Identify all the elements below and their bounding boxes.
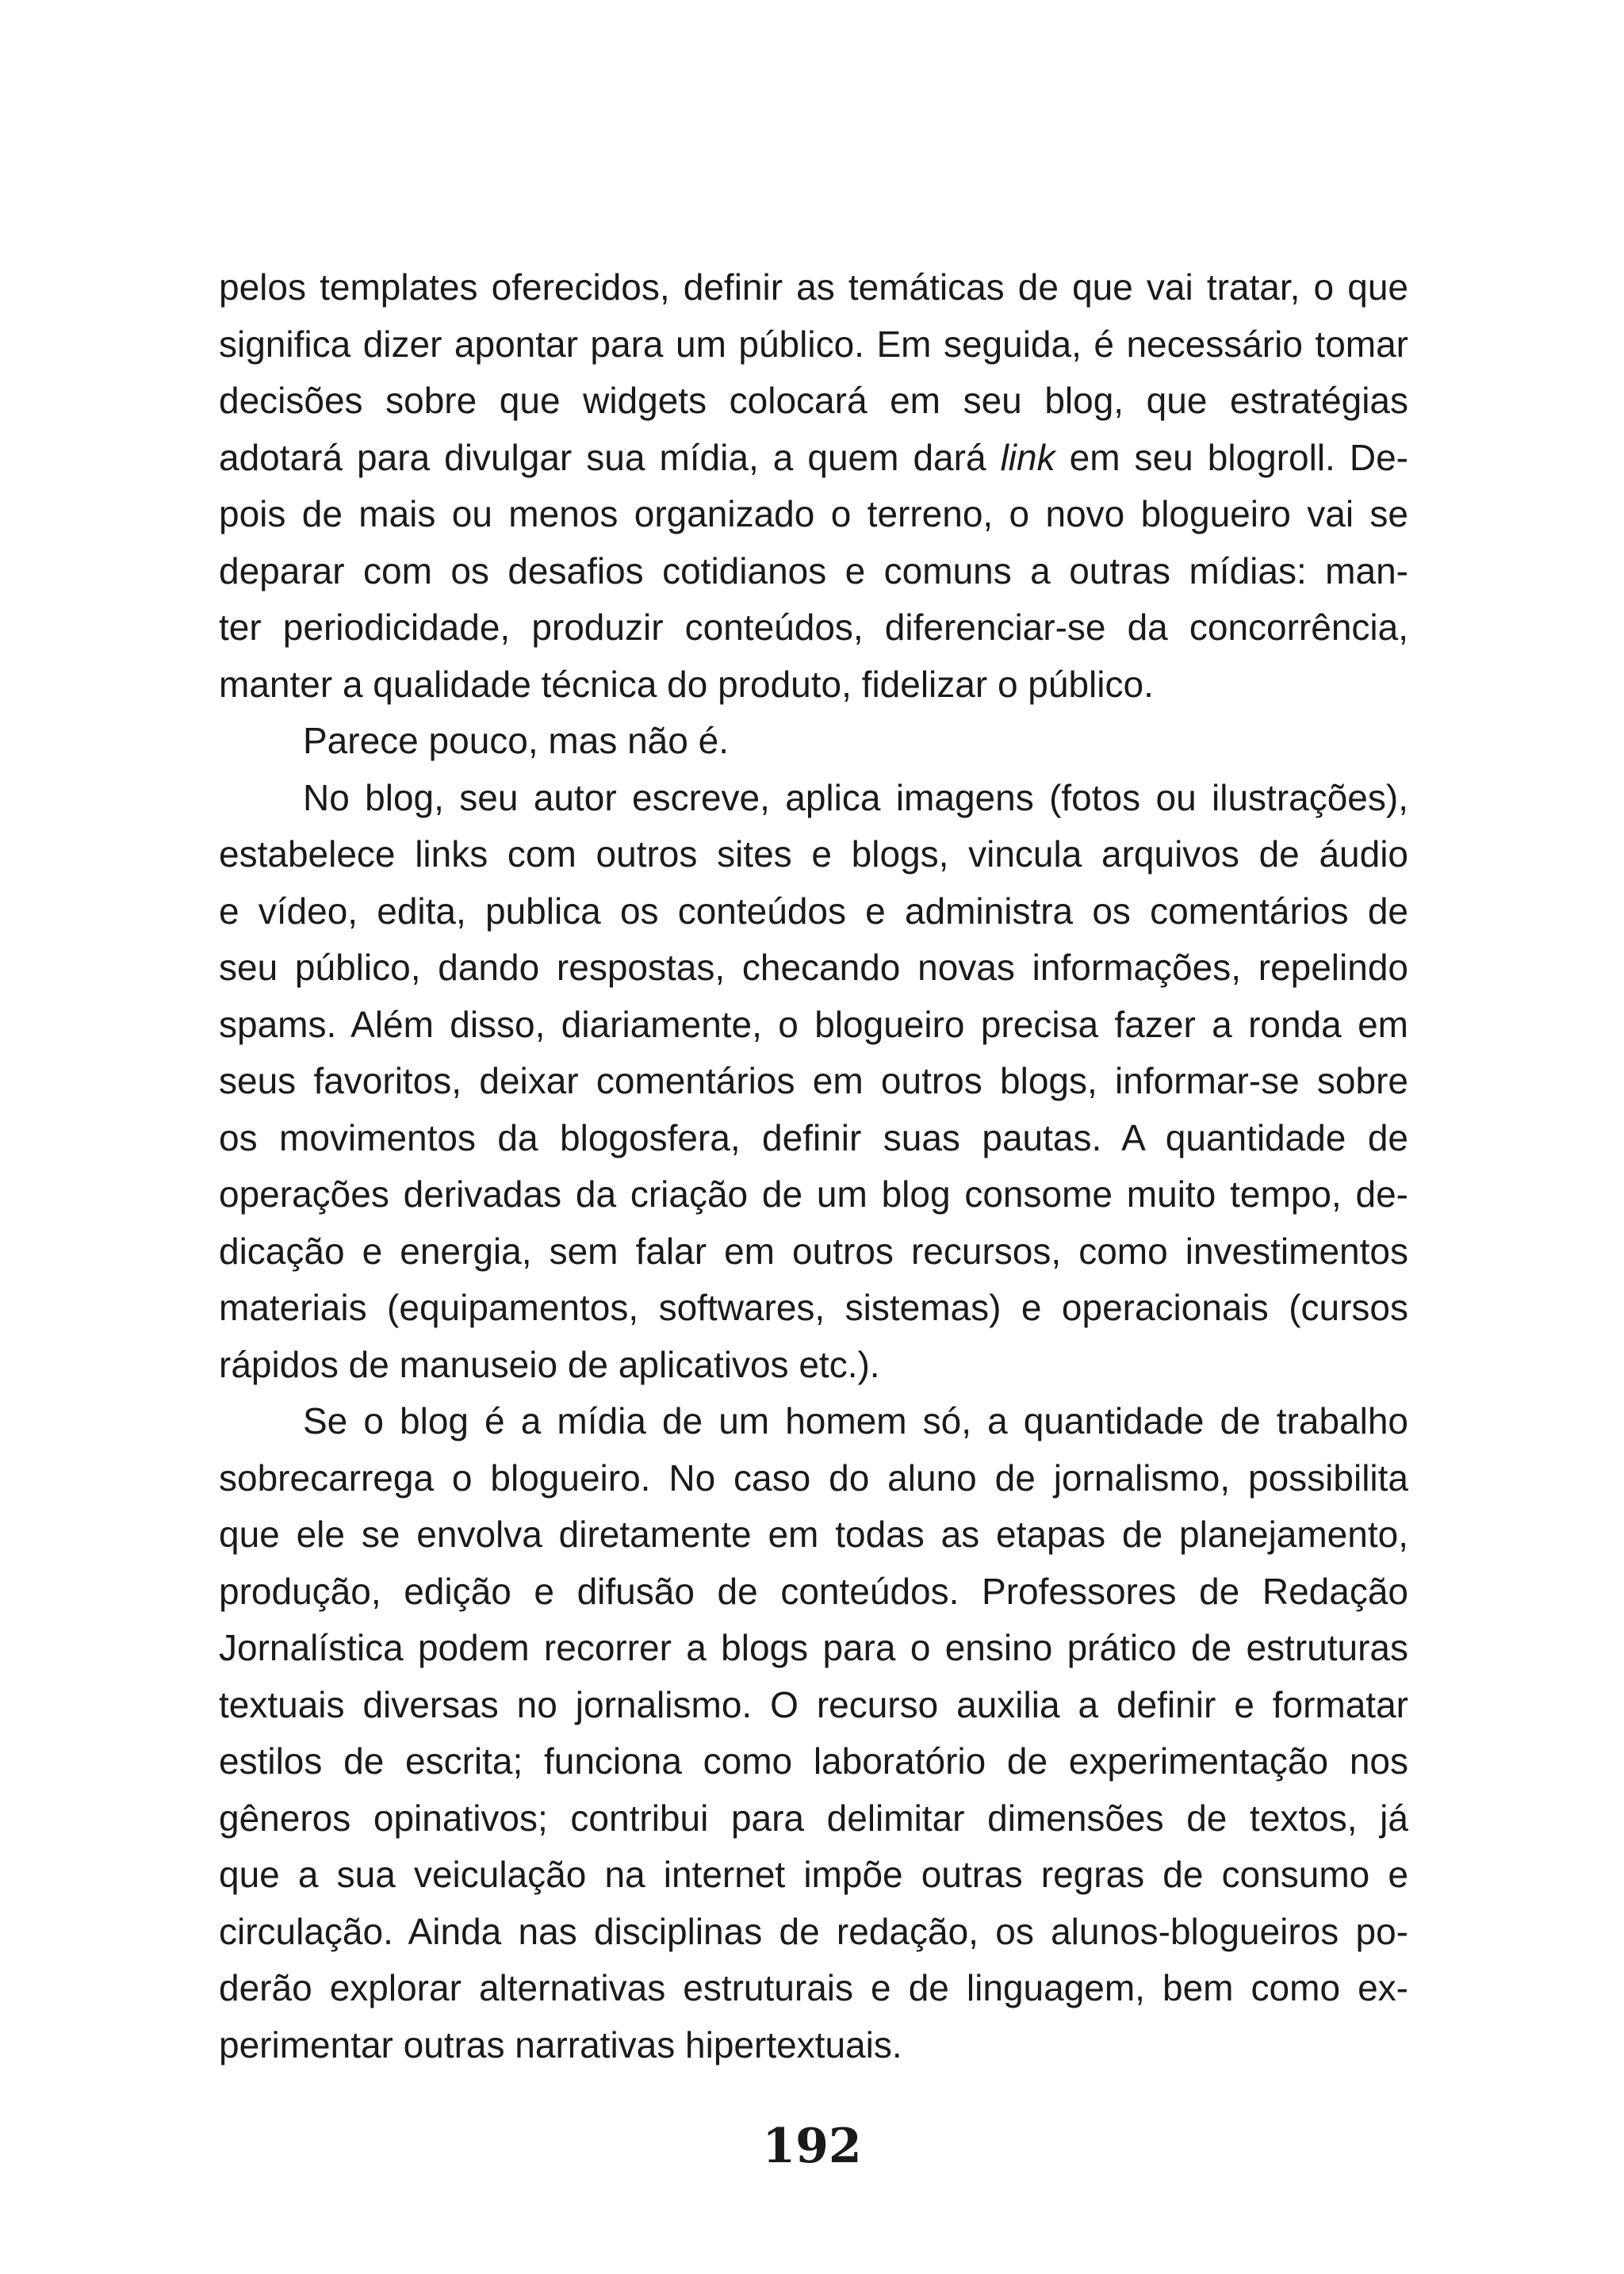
- text-line: estabelece links com outros sites e blogs, vincula arquivos de áudio: [219, 833, 1408, 875]
- text-line: decisões sobre que widgets colocará em seu blog, que estratégias: [219, 380, 1408, 421]
- text-line: circulação. Ainda nas disciplinas de redação, os alunos-blogueiros po-: [219, 1910, 1408, 1952]
- text-line: rápidos de manuseio de aplicativos etc.).: [219, 1343, 880, 1385]
- text-line: sobrecarrega o blogueiro. No caso do aluno de jornalismo, possibilita: [219, 1457, 1408, 1499]
- text-line: significa dizer apontar para um público. Em seguida, é necessário tomar: [219, 323, 1408, 365]
- text-line: Se o blog é a mídia de um homem só, a quantidade de trabalho: [303, 1400, 1408, 1441]
- text-line: Jornalística podem recorrer a blogs para o ensino prático de estruturas: [219, 1627, 1408, 1668]
- body-text: [219, 259, 1408, 2073]
- text-line: os movimentos da blogosfera, definir suas pautas. A quantidade de: [219, 1116, 1408, 1158]
- text-line: derão explorar alternativas estruturais e de linguagem, bem como ex-: [219, 1967, 1408, 2008]
- text-line: [219, 430, 1408, 487]
- page-number: 192: [762, 2119, 862, 2174]
- text-line: spams. Além disso, diariamente, o blogueiro precisa fazer a ronda em: [219, 1003, 1408, 1045]
- text-line: pois de mais ou menos organizado o terreno, o novo blogueiro vai se: [219, 493, 1408, 534]
- text-line: textuais diversas no jornalismo. O recurso auxilia a definir e formatar: [219, 1683, 1408, 1725]
- text-line: seus favoritos, deixar comentários em outros blogs, informar-se sobre: [219, 1060, 1408, 1101]
- text-line: seu público, dando respostas, checando novas informações, repelindo: [219, 947, 1408, 988]
- text-segment: adotará para divulgar sua mídia, a quem dará: [219, 436, 1001, 478]
- text-line: ter periodicidade, produzir conteúdos, diferenciar-se da concorrência,: [219, 607, 1408, 648]
- text-line: No blog, seu autor escreve, aplica imagens (fotos ou ilustrações),: [303, 776, 1408, 818]
- text-line: gêneros opinativos; contribui para delimitar dimensões de textos, já: [219, 1797, 1408, 1839]
- text-line: produção, edição e difusão de conteúdos. Professores de Redação: [219, 1570, 1408, 1612]
- text-line: que a sua veiculação na internet impõe outras regras de consumo e: [219, 1854, 1408, 1895]
- text-line: estilos de escrita; funciona como laboratório de experimentação nos: [219, 1740, 1408, 1782]
- text-line: manter a qualidade técnica do produto, fidelizar o público.: [219, 663, 1154, 705]
- text-line: materiais (equipamentos, softwares, sistemas) e operacionais (cursos: [219, 1287, 1408, 1328]
- text-line: deparar com os desafios cotidianos e comuns a outras mídias: man-: [219, 549, 1408, 591]
- text-line: dicação e energia, sem falar em outros recursos, como investimentos: [219, 1230, 1408, 1272]
- text-line: Parece pouco, mas não é.: [303, 720, 729, 761]
- text-line: pelos templates oferecidos, definir as temáticas de que vai tratar, o que: [219, 266, 1408, 308]
- text-line: operações derivadas da criação de um blog consome muito tempo, de-: [219, 1173, 1408, 1215]
- text-line: perimentar outras narrativas hipertextuais.: [219, 2023, 902, 2065]
- text-segment: em seu blogroll. De-: [1055, 436, 1408, 478]
- text-line: que ele se envolva diretamente em todas as etapas de planejamento,: [219, 1514, 1408, 1555]
- text-line: e vídeo, edita, publica os conteúdos e administra os comentários de: [219, 890, 1408, 932]
- italic-text: link: [1000, 436, 1055, 478]
